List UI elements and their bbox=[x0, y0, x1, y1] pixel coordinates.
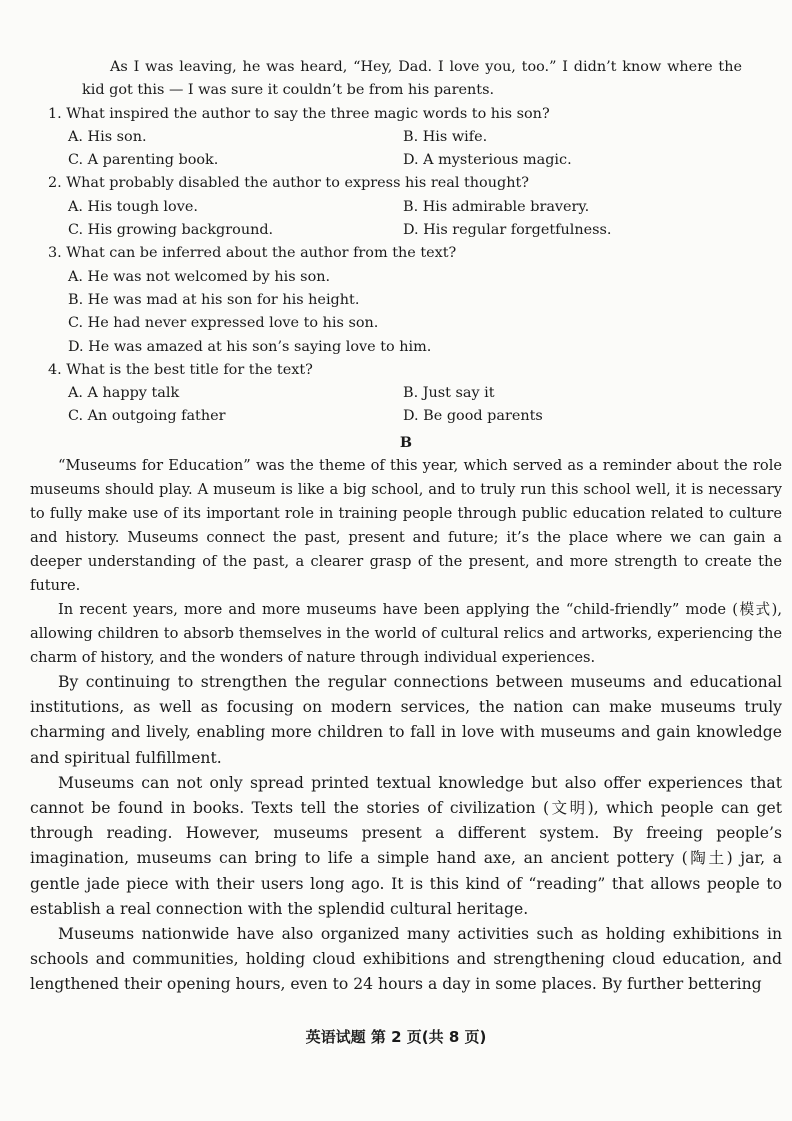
option-a: A. His son. bbox=[68, 128, 147, 145]
section-b-heading: B bbox=[399, 433, 413, 451]
page-footer: 英语试题 第 2 页(共 8 页) bbox=[305, 1028, 487, 1046]
question-stem: 3. What can be inferred about the author from the text? bbox=[48, 245, 457, 262]
passage-b-paragraph-3: By continuing to strengthen the regular connections between museums and educational institutions, as well as focusing on modern services, the nation can make museums truly charming and lively, enabling more children to fall in love with museums and gain knowledge and spiritual fulfillment. bbox=[30, 673, 782, 767]
option-b: B. His admirable bravery. bbox=[403, 198, 590, 215]
passage-b-paragraph-4: Museums can not only spread printed textual knowledge but also offer experiences that cannot be found in books. Texts tell the stories of civilization (文明), which people can get through reading. However, museums present a different system. By freeing people’s imagination, museums can bring to life a simple hand axe, an ancient pottery (陶土) jar, a gentle jade piece with their users long ago. It is this kind of “reading” that allows people to establish a real connection with the splendid cultural heritage. bbox=[30, 773, 782, 918]
question-options bbox=[30, 196, 782, 243]
option-c: C. An outgoing father bbox=[68, 408, 226, 425]
question-1 bbox=[30, 103, 782, 173]
option-b: B. His wife. bbox=[403, 128, 488, 145]
passage-b bbox=[30, 454, 782, 998]
passage-a-closing-paragraph: As I was leaving, he was heard, “Hey, Dad. I love you, too.” I didn’t know where the kid got this — I was sure it couldn’t be from his parents. bbox=[82, 59, 742, 99]
passage-b-paragraph-1: “Museums for Education” was the theme of this year, which served as a reminder about the role museums should play. A museum is like a big school, and to truly run this school well, it is necessary to fully make use of its important role in training people through public education related to culture and history. Museums connect the past, present and future; it’s the place where we can gain a deeper understanding of the past, a clearer grasp of the present, and more strength to create the future. bbox=[30, 457, 782, 595]
question-stem: 2. What probably disabled the author to express his real thought? bbox=[48, 175, 529, 192]
option-c: C. His growing background. bbox=[68, 222, 274, 239]
passage-b-paragraph-2: In recent years, more and more museums have been applying the “child-friendly” mode (模式), allowing children to absorb themselves in the world of cultural relics and artworks, experiencing the charm of history, and the wonders of nature through individual experiences. bbox=[30, 601, 782, 667]
option-c: C. He had never expressed love to his son. bbox=[68, 315, 379, 332]
option-d: D. His regular forgetfulness. bbox=[403, 222, 612, 239]
option-a: A. A happy talk bbox=[68, 385, 180, 402]
option-c: C. A parenting book. bbox=[68, 152, 219, 169]
question-options bbox=[30, 382, 782, 429]
option-a: A. His tough love. bbox=[68, 198, 198, 215]
question-stem: 4. What is the best title for the text? bbox=[48, 361, 313, 378]
question-4 bbox=[30, 359, 782, 429]
option-d: D. He was amazed at his son’s saying love to him. bbox=[68, 338, 432, 355]
option-d: D. A mysterious magic. bbox=[403, 152, 572, 169]
page-content bbox=[30, 56, 782, 998]
question-options bbox=[30, 126, 782, 173]
question-2 bbox=[30, 172, 782, 242]
option-b: B. He was mad at his son for his height. bbox=[68, 291, 360, 308]
option-d: D. Be good parents bbox=[403, 408, 543, 425]
option-a: A. He was not welcomed by his son. bbox=[68, 268, 331, 285]
question-stem: 1. What inspired the author to say the three magic words to his son? bbox=[48, 105, 550, 122]
question-3 bbox=[30, 242, 782, 358]
option-b: B. Just say it bbox=[403, 385, 495, 402]
passage-b-paragraph-5: Museums nationwide have also organized many activities such as holding exhibitions in schools and communities, holding cloud exhibitions and strengthening cloud education, and lengthened their opening hours, even to 24 hours a day in some places. By further bettering bbox=[30, 925, 782, 994]
